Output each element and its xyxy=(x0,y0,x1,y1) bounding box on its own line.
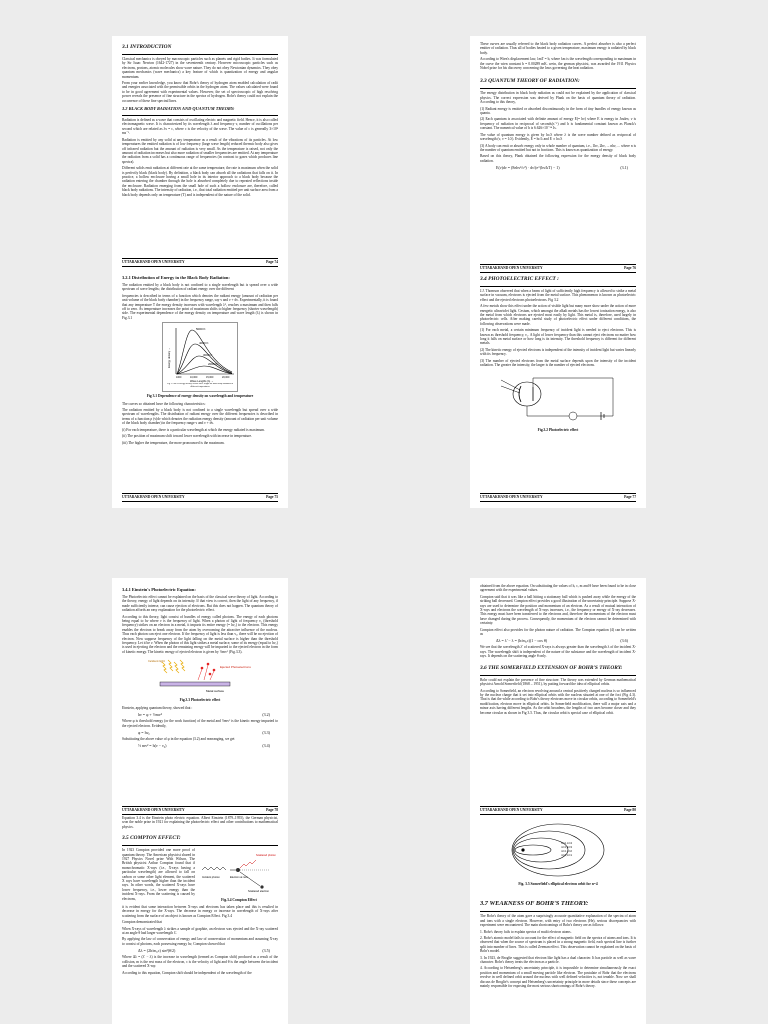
x-tick: 15,000 xyxy=(206,376,214,380)
paragraph: According to Wien's displacement law, λmT = b, where λm is the wavelength corresponding to maximum in the curve the wien constant b = 0.00289 mK. wein, the german physicist, was awarded the 1911 Physics Nobel prize for his discovery concerning the laws governing the heat radiation. xyxy=(480,57,636,71)
equation-body: hν = φ + ½mv² xyxy=(138,712,162,718)
page-footer xyxy=(122,493,278,502)
label-electron-rest: Electron at rest xyxy=(230,876,248,880)
list-item: (iii) The higher the temperature, the more pronounced is the maximum. xyxy=(122,440,225,445)
orbit-label: n=4, k=1 xyxy=(561,853,572,857)
subsection-title: 3.2.1 Distribution of Energy in the Black Body Radiation: xyxy=(122,275,230,280)
equation-3-6 xyxy=(496,638,636,644)
document-page-2 xyxy=(470,36,646,508)
section-title: 3.2 BLACK BODY RADIATION AND QUANTUM THEORY: xyxy=(122,106,235,112)
section-rule xyxy=(122,845,278,846)
section-title: 3.3 QUANTUM THEORY OF RADIATION: xyxy=(480,78,580,85)
temp-label: 3000 K xyxy=(203,353,213,358)
paragraph: (2) The kinetic energy of ejected electrons is independent of the intensity of incident light but varies linearly with its frequency. xyxy=(480,347,636,357)
section-rule xyxy=(122,54,278,55)
document-page-1 xyxy=(112,36,288,508)
paragraph: (1) Radiant energy is emitted or absorbed discontinuously in the form of tiny bundles of energy known as quanta. xyxy=(480,106,636,116)
page-footer xyxy=(480,264,636,273)
page-lower-half xyxy=(122,816,278,977)
y-axis-label: Energy density → xyxy=(168,347,171,369)
figure-caption: Fig.3.3 Photoelectric effect xyxy=(179,698,221,703)
label-incident-photon: Incident photon xyxy=(202,876,220,880)
paragraph: According to this theory, light consist of bundles of energy called photons. The energy of each photons being equal to hν where ν is the frequency of light. When a photon of light of frequency ν₀ (threshold frequency) strikes on an electron in a metal, it imparts its entire energy (= hν₀) to the electron. This energy enables the electron to break away from the atom by overcoming the attractive influence of the nucleus. Thus each photon can eject one electron. If the frequency of light is less than ν₀, there will be no ejection of electron. Now suppose frequency of the light falling on the metal surface is higher than the threshold frequency. Let it be ν. When the photon of this light strikes a metal surface, some of its energy (equal to hν₀) is used in ejecting the electron and the remaining energy will be imparted to the ejected electron in the form of kinetic energy. The kinetic energy of ejected electron is given by ½mv² (Fig.3.3). xyxy=(122,614,278,654)
paragraph: Equation 3.4 is the Einstein photo electric equation. Albert Einstein (1879–1955), the German physicist, won the noble prize in 1921 for explaining the photoelectric effect and other contributions to mathematical physics. xyxy=(122,816,278,829)
label-metal-surface: Metal surface xyxy=(206,689,225,694)
page-footer xyxy=(480,806,636,815)
compton-figure-block xyxy=(200,848,278,905)
footer-page-number: Page 75 xyxy=(266,495,278,500)
paragraph: From your earlier knowledge, you know that Bohr's theory of hydrogen atom enabled calculation of radii and energies associated with the permissible orbits in the hydrogen atom. The values calculated were found to be in good agreement with experimental values. However, the set of spectroscopic of high resolving power reveals the presence of fine structure in the spectra of hydrogen. Bohr's theory could not explain the occurrence of these fine spectral lines. xyxy=(122,81,278,103)
equation-3-4 xyxy=(138,743,278,749)
page-footer xyxy=(122,258,278,267)
temp-label: 4000 K xyxy=(199,341,209,346)
paragraph: Radiation is defined as a wave that consists of oscillating electric and magnetic field. Hence, it is also called electromagnetic wave. It is characterized by its wavelength λ and frequency ν, number of oscillations per second which are related as λν = c, where c is the velocity of the wave. The value of c is generally 3×10⁸ ms⁻¹. xyxy=(122,118,278,136)
section-title: 3.6 THE SOMERFIELD EXTENSION OF BOHR'S THEORY: xyxy=(480,664,623,671)
footer-page-number: Page 78 xyxy=(266,808,278,813)
equation-number: (3.1) xyxy=(620,165,628,171)
paragraph: frequencies is described in terms of a function which denotes the radiant energy (amount of radiation per unit volume of the black body chamber) in the frequency range, say ν and ν + dν. Experimentally, it is found that any temperature T the energy density increases with wavelength λ⁵, reaches a maximum and then falls off to zero. As temperature increases the point of maximum shifts to higher frequency (shorter wavelength) side. The experimental dependence of the energy density on temperature and wave length (λ) is shown in Fig.3.1 xyxy=(122,293,278,320)
paragraph: When X-rays of wavelength λ strikes a sample of graphite, an electron was ejected and the X-ray scattered at an angle θ had larger wavelength λ'. xyxy=(122,926,278,936)
paragraph: We see that the wavelength λ' of scattered X-rays is always greater than the wavelength λ of the incident X-rays. The wavelength shift is independent of the nature of the substance and the wavelength of incident X-rays. It depends on the scattering angle θ only. xyxy=(480,645,636,659)
paragraph: The curves so obtained have the following characteristics: xyxy=(122,401,206,406)
figure-caption: Fig.3.2 Photoelectric effect xyxy=(537,427,579,432)
list-item: (i) For each temperature, there is a particular wavelength at which the energy radiated is maximum. xyxy=(122,427,265,432)
paragraph: Compton demonstrated that xyxy=(122,920,162,925)
page-lower-half xyxy=(122,272,278,447)
list-item: 4. According to Heisenberg's uncertainty principle, it is impossible to determine simultaneously the exact position and momentum of a small moving particle like electron. The postulate of Bohr that the electrons revolve in well defined orbit around the nucleus with well defined velocities is, not tenable. Now we shall discuss de Broglie's concept and Heisenberg's uncertainty principle in more details since these concepts are mainly responsible for exposing the most serious shortcomings of Bohr's theory. xyxy=(480,966,636,989)
list-item: 2. Bohr's atomic model fails to account for the effect of magnetic field on the spectra of atoms and ions. It is observed that when the source of spectrum is placed in a strong magnetic field, each spectral line is further split into number of lines. This is called Zeeman effect. This observation cannot be explained on the basis of Bohr's model. xyxy=(480,936,636,954)
paragraph: Radiation is emitted by any solid at any temperature as a result of the vibrations of its particles. At low temperatures the emitted radiation is of low frequency (large wave length) reduced thermic body also gives off infrared radiation but the amount of radiation is very small. As the temperature is raised, not only the amount of radiation increases but also more radiation of smaller frequencies are emitted. At any temperature the radiation from a solid has a continuous range of frequencies (in contrast to gases which produces line spectra). xyxy=(122,137,278,164)
section-rule xyxy=(480,88,636,89)
list-item: 1. Bohr's theory fails to explain spectra of multi electron atoms. xyxy=(480,929,572,934)
paragraph: These curves are usually referred to the black body radiation curves. A perfect absorber is also a perfect emitter of radiation. Thus all of bodies heated to a given temperature, maximum energy is radiated by black body. xyxy=(480,42,636,55)
equation-body: ½ mv² = h(ν − ν₀) xyxy=(138,743,167,749)
footer-page-number: Page 80 xyxy=(624,808,636,813)
equation-number: (3.3) xyxy=(262,729,270,735)
compton-scatter-figure xyxy=(200,848,278,894)
equation-body: Δλ = (2h/m₀c) sin²(θ/2) xyxy=(138,948,176,954)
paragraph: (1) For each metal, a certain minimum frequency of incident light is needed to eject electrons. This is known as threshold frequency, ν₀. A light of lower frequency than this cannot eject electrons no matter how long it falls on metal surface or how long is its intensity. The threshold frequency is different for different metals. xyxy=(480,328,636,346)
paragraph: Compton effect also provides for the photon nature of radiation. The Compton equation (4) can be written as xyxy=(480,627,636,637)
paragraph: Based on this theory, Plank obtained the following expression for the energy density of black body radiation. xyxy=(480,154,636,163)
paragraph: (2) Each quantum is associated with definite amount of energy E(= hν) where E is energy in Joules; ν is frequency of radiation in reciprocal of seconds(s⁻¹) and h is fundamental constant known as Planck's constant. The numerical value of h is 6.626×10⁻³⁴ Js. xyxy=(480,117,636,131)
equation-3-2 xyxy=(138,712,278,718)
temp-label: 5000 K xyxy=(196,327,206,332)
section-title: 3.4 PHOTOELECTRIC EFFECT : xyxy=(480,276,559,282)
paragraph: By applying the law of conservation of energy and law of conservation of momentum and assuming X-ray to consist of photons, each possessing energy hν, Compton showed that xyxy=(122,937,278,946)
paragraph: Classical mechanics is obeyed by macroscopic particles such as planets and rigid bodies. It was formulated by Sir Isaac Newton (1642-1727) in the seventeenth century. However microscopic particles such as electrons, protons, atomic molecules show wave nature. They do not obey Newtonian dynamics. They obey quantum mechanics (wave mechanics) a key feature of which is quantization of energy and angular momentum. xyxy=(122,57,278,79)
page-footer xyxy=(480,493,636,502)
equation-body: E(ν)dν = (8πhν³/c³) · dν/(e^(hν/kT) − 1) xyxy=(496,165,560,171)
paragraph: A few metals show this effect under the action of visible light but many more show under the action of more energetic ultraviolet light. Cesium, which amongst the alkali metals has the lowest ionization energy, is also the metal from which electrons are ejected most easily by light. This metal is, therefore, used largely in photoelectric cells. After making careful study of photoelectric effect under different conditions, the following observations were made. xyxy=(480,304,636,326)
footer-university: UTTARAKHAND OPEN UNIVERSITY xyxy=(122,495,185,500)
equation-3-5 xyxy=(138,948,278,954)
section-rule xyxy=(480,911,636,912)
footer-page-number: Page 74 xyxy=(266,260,278,265)
orbit-label: n=4, k=3 xyxy=(561,845,572,849)
label-incident-light: Incident light xyxy=(148,659,165,664)
equation-3-3 xyxy=(138,730,278,736)
paragraph: The radiation emitted by a black body is not confined to a single wavelength but is spread over a wide spectrum of wave lengths; the distribution of radiant energy over the different xyxy=(122,283,278,292)
section-rule xyxy=(480,286,636,287)
list-item: 3. In 1923, de Broglie suggested that electron like light has a dual character. It has particle as well as wave character. Bohr's theory treats the electron as a particle. xyxy=(480,955,636,965)
x-tick: 20,000 xyxy=(222,376,230,380)
section-title: 3.1 INTRODUCTION xyxy=(122,44,172,50)
figure-caption: Fig. 3.5 Somerfield's elliptical electron orbit for n=4 xyxy=(518,882,598,886)
section-title: 3.7 WEAKNESS OF BOHR'S THEORY: xyxy=(480,900,589,908)
list-item: (ii) The position of maximum shift toward lower wavelength with increase in temperature. xyxy=(122,434,252,439)
paragraph: Einstein, applying quantum theory, showed that : xyxy=(122,705,193,710)
footer-page-number: Page 76 xyxy=(624,266,636,271)
compton-flow xyxy=(122,848,278,905)
somerfield-orbits-figure xyxy=(503,820,613,880)
paragraph: The Bohr's theory of the atom gave a surprisingly accurate quantitative explanation of the spectra of atom and ions with a single electron. However, with entry of two electrons (He), serious discrepancies with experiment were encountered. The main shortcomings of Bohr's theory are as follows: xyxy=(480,914,636,928)
paragraph: Bohr could not explain the presence of fine structure. The theory was extended by German mathematical physicist Arnold Somerfield (1868 – 1951), by putting forward the idea of elliptical orbits. xyxy=(480,677,636,687)
paragraph: The Photoelectric effect cannot be explained on the basis of the classical wave theory of light. According to the theory, energy of light depends on its intensity. If that view is correct, then the light of any frequency, if made sufficiently intense, can cause ejection of electrons. But this does not happen. The quantum theory of radiation affords an easy explanation for the photoelectric effect. xyxy=(122,595,278,613)
footer-university: UTTARAKHAND OPEN UNIVERSITY xyxy=(122,260,185,265)
figure-caption: Fig.3.4 Compton Effect xyxy=(221,897,257,902)
page-lower-half xyxy=(480,818,636,991)
x-axis-label: Wave Lengths (λ) → xyxy=(190,380,214,384)
figure-caption: Fig 3.1 Dependence of energy density on wavelength and temperature xyxy=(146,394,254,399)
subsection-title: 3.4.1 Einstein's Photoelectric Equation: xyxy=(122,587,196,592)
paragraph: The radiation emitted by a black body is not confined to a single wavelength but spread over a wide spectrum of wavelengths. The distribution of radiant energy over the different frequencies is described in terms of a function ρ (ν)dν which denotes the radiation energy density (amount of radiation per unit volume of the black body chamber) in the frequency range ν and ν + dν. xyxy=(122,408,278,426)
paragraph: it is evident that some interaction between X-rays and electrons has taken place and this is resulted in decrease in energy for the X-rays. The decrease in energy or increase in wavelength of X-rays after scattering from the surface of an object is known as Compton Effect. Fig 3.4 xyxy=(122,905,278,918)
equation-body: Δλ = λ' − λ = (h/m₀c)(1 − cos θ) xyxy=(496,638,548,644)
temp-label: 2000 K xyxy=(208,362,218,367)
footer-university: UTTARAKHAND OPEN UNIVERSITY xyxy=(480,266,543,271)
page-footer xyxy=(122,806,278,815)
orbit-label: n=4, k=2 xyxy=(561,849,572,853)
document-page-3 xyxy=(112,578,288,1024)
figure-inner-caption: Fig 1. Plot of energy density versus wave length for black body radiation at different temperatures xyxy=(167,383,233,388)
paragraph: (3) The number of ejected electrons from the metal surface depends upon the intensity of the incident radiation. The greater the intensity, the larger is the number of ejected electrons. xyxy=(480,358,636,368)
footer-university: UTTARAKHAND OPEN UNIVERSITY xyxy=(480,808,543,813)
paragraph: J.J. Thomson observed that when a beam of light of sufficiently high frequency is allowed to strike a metal surface in vacuum, electrons is ejected from the metal surface. This phenomenon is known as photoelectric effect and the ejected electrons photoelectrons. Fig 3.2 xyxy=(480,289,636,302)
page-lower-half xyxy=(480,274,636,435)
equation-number: (3.4) xyxy=(262,743,270,749)
footer-university: UTTARAKHAND OPEN UNIVERSITY xyxy=(480,495,543,500)
label-ejected-electrons: Ejected Photoelectrons xyxy=(220,665,251,670)
section-rule xyxy=(480,675,636,676)
label-scattered-photon: Scattered photon xyxy=(256,854,276,858)
paragraph: In 1923 Compton provided one more proof of quantum theory. The American physicist shared in 1927 Physics Novel prize With Wilson, The British physicist Arthur Compton found that if monochromatic X-rays (i.e., X-rays having a particular wavelength) are allowed to fall on carbon or some other light element, the scattered X rays have wavelength higher than the incident rays. In other words, the scattered X-rays have lower frequency, i.e., lower energy than the incident X-rays. From the scattering is caused by electrons, xyxy=(122,848,195,901)
paragraph: Substituting the above value of φ in the equation (3.2) and rearranging, we get xyxy=(122,736,235,741)
paragraph: According to Somerfield, an electron revolving around a central positively charged nucleus is so influenced by the nuclear charge that it set into elliptical orbits with the nucleus situated at one of the foci (Fig 4.3). That is that the while according to Bohr's theory electrons move in circular orbits, according to Somerfield's modification, electron move in elliptical orbits. In Somerfield modification, there will a major axis and a minor axis having different lengths. As the orbit broadens, the lengths of two axes become closer and they become circular as shown in Fig 3.5. Thus, the circular orbit is special case of elliptical orbit. xyxy=(480,688,636,715)
paragraph: obtained from the above equation. On substituting the values of h, c, m and θ have been found to be in close agreement with the experimental values. xyxy=(480,584,636,593)
equation-number: (3.2) xyxy=(262,712,270,718)
photoelectric-circuit-figure xyxy=(493,370,623,426)
paragraph: The energy distribution in black body radiation as could not be explained by the application of classical physics. The correct expression was derived by Plank on the basis of quantum theory of radiation. According to this theory, xyxy=(480,91,636,105)
x-tick: 10,000 xyxy=(190,376,198,380)
photoelectric-metal-figure xyxy=(140,656,260,696)
x-tick: 1000 xyxy=(176,376,182,380)
paragraph: Where Δλ = (λ' − λ) is the increase in wavelength (termed as Compton shift) produced as a result of the collision, m is the rest mass of the electron, c is the velocity of light and θ is the angle between the incident and the scattered X-ray. xyxy=(122,955,278,969)
paragraph: Different solids emit radiation at different rate at the same temperature, the rate is maximum when the solid is perfectly black (black body). By definition, a black body can absorb all the radiations that falls on it. In practice, a hollow enclosure having a small hole in its interior approach to a black body because the radiation entering the chamber through the hole is absorbed completely due to repeated reflections inside the enclosure. Radiation emerging from the small hole of such a hollow enclosure are, therefore, called black body radiations. The intensity of radiation, i.e., that total radiation emitted per unit surface area from a black body depends only on temperature (T) and is independent of the nature of the solid. xyxy=(122,166,278,197)
orbit-label: n=4, k=4 xyxy=(561,841,572,845)
equation-number: (3.6) xyxy=(620,638,628,644)
section-rule xyxy=(122,115,278,116)
paragraph: (3) A body can emit or absorb energy only in whole number of quantum, i.e., 1hν, 2hν, ... nhν, ... where n is the number of quantum emitted but not in fractions. This is known as quantization of energy. xyxy=(480,143,636,152)
paragraph: Compton said that it was like a ball hitting a stationary ball which is pushed away while the energy of the striking ball decreased. Compton effect provides a good illustration of the uncertainty principle. Suppose X-rays are used to determine the position and momentum of an electron. As a result of mutual interaction of X-rays and electrons the wavelength of X-rays increases, i.e., the frequency or energy of X-ray decreases. This energy must have been transferred to the electrons and, therefore the momentum of the electron must have changed during the process. Consequently, the momentum of the electron cannot be determined with certainty. xyxy=(480,594,636,626)
footer-page-number: Page 77 xyxy=(624,495,636,500)
footer-university: UTTARAKHAND OPEN UNIVERSITY xyxy=(122,808,185,813)
paragraph: The value of quantum energy is given by hc/λ where λ is the wave number defined as reciprocal of wavelength (ν, ν = 1/λ). Evidently, E = hc/λ and E ∝ hc/λ xyxy=(480,132,636,142)
label-scattered-electron: Scattered electron xyxy=(248,890,270,894)
paragraph: Where φ is threshold energy (or the work function) of the metal and ½mv² is the kinetic energy imparted to the ejected electron. Evidently, xyxy=(122,719,278,728)
equation-body: φ = hν₀ xyxy=(138,729,150,735)
equation-3-1 xyxy=(496,165,636,171)
equation-number: (3.5) xyxy=(262,948,270,954)
paragraph: According to this equation, Compton shift should be independent of the wavelength of the xyxy=(122,970,252,975)
section-title: 3.5 COMPTON EFFECT: xyxy=(122,835,181,842)
blackbody-curve-figure xyxy=(162,322,238,392)
document-page-4 xyxy=(470,578,646,1024)
